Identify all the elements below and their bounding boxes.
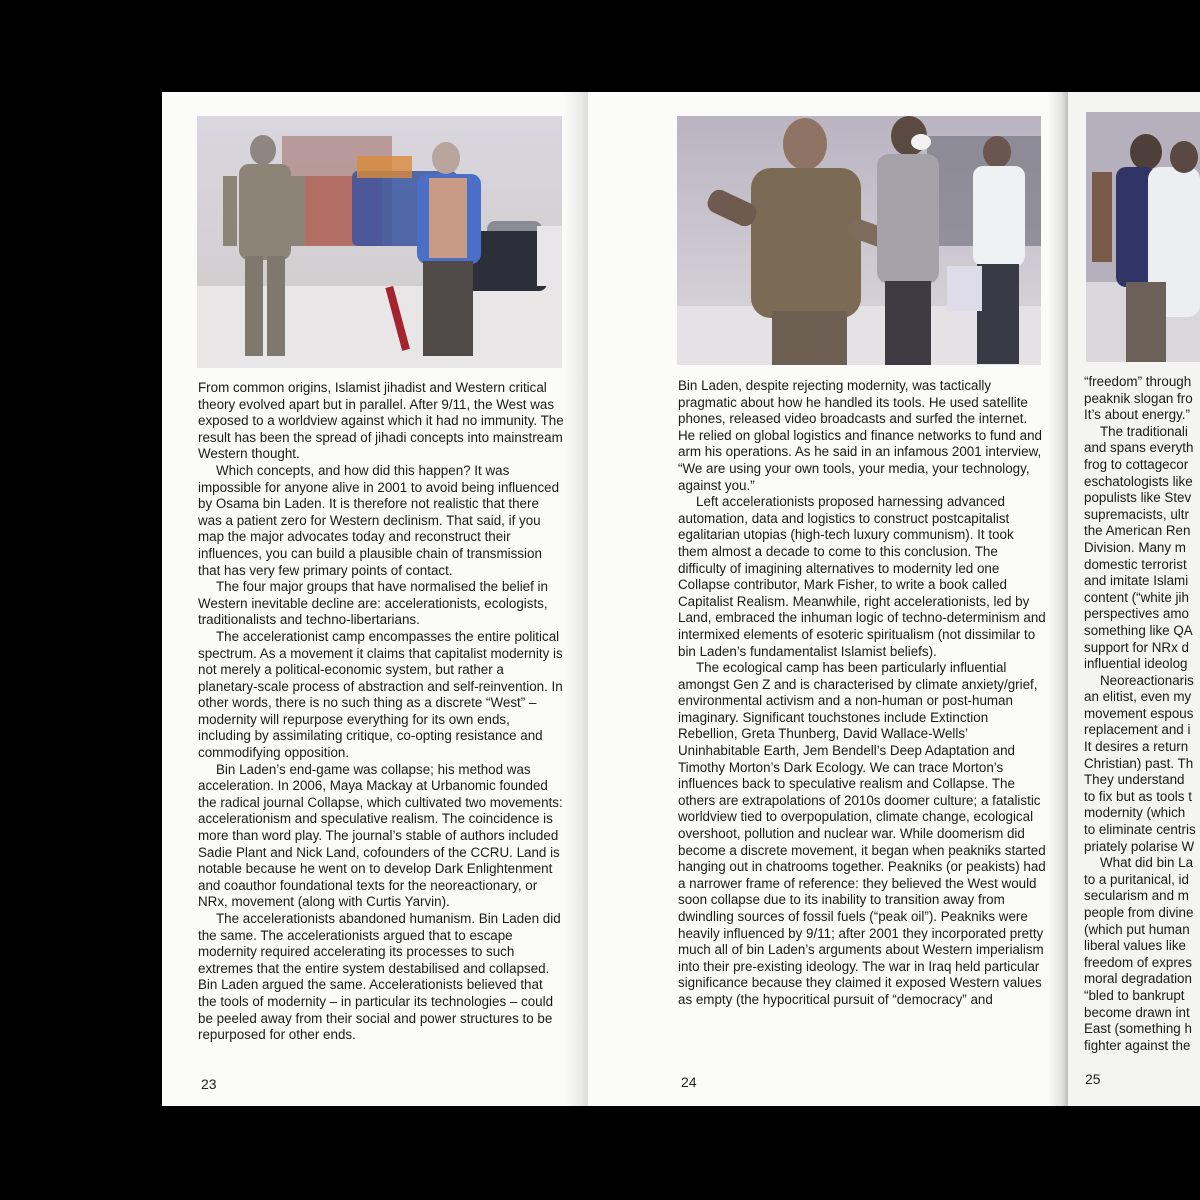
- paragraph: The four major groups that have normalised the belief in Western inevitable decline are: accelerationists, ecologists, traditionalists and techno-libertarians.: [198, 579, 548, 628]
- photo-page-24: [677, 116, 1041, 365]
- text-line: peaknik slogan fro: [1084, 390, 1193, 406]
- paragraph: From common origins, Islamist jihadist and Western critical theory evolved apart but in parallel. After 9/11, the West was exposed to a worldview against which it had no immunity. The result has been the spread of jihadi concepts into mainstream Western thought.: [198, 380, 564, 462]
- text-line: to a puritanical, id: [1084, 871, 1189, 887]
- text-line: Neoreactionaris: [1100, 672, 1194, 688]
- paragraph: Bin Laden, despite rejecting modernity, was tactically pragmatic about how he handled its tools. He used satellite phones, released video broadcasts and surfed the internet. He relied on global logistics and finance networks to fund and arm his operations. As he said in an infamous 2001 interview, “We are using your own tools, your media, your technology, against you.”: [678, 378, 1043, 493]
- photo-page-25: [1086, 112, 1200, 362]
- paragraph: The accelerationists abandoned humanism. Bin Laden did the same. The accelerationists argued that to escape modernity required accelerating its processes to such extremes that the entire system destabilised and collapsed. Bin Laden argued the same. Accelerationists believed that the tools of modernity – in particular its technologies – could be peeled away from their social and power structures to be repurposed for other ends.: [198, 911, 561, 1043]
- text-line: eschatologists like: [1084, 473, 1193, 489]
- text-line: They understand: [1084, 772, 1185, 788]
- text-line: movement espous: [1084, 705, 1194, 721]
- text-line: and imitate Islami: [1084, 573, 1189, 589]
- text-line: fighter against the: [1084, 1037, 1191, 1053]
- text-line: “freedom” through: [1084, 374, 1192, 389]
- photo-page-23: [197, 116, 562, 368]
- text-line: It’s about energy.”: [1084, 407, 1190, 423]
- paragraph: The accelerationist camp encompasses the entire political spectrum. As a movement it claims that capitalist modernity is not merely a political-economic system, but rather a planetary-scale process of abstraction and self-reinvention. In other words, there is no such thing as a discrete “West” – modernity will repurpose everything for its own ends, including by assimilating critique, co-opting resistance and commodifying opposition.: [198, 628, 563, 761]
- paragraph: Bin Laden’s end-game was collapse; his method was acceleration. In 2006, Maya Mackay at Urbanomic founded the radical journal Collapse, which cultivated two movements: accelerationism and speculative realism. The coincidence is more than word play. The journal’s stable of authors included Sadie Plant and Nick Land, cofounders of the CCRU. Land is notable because he went on to develop Dark Enlightenment and coauthor foundational texts for the neoreactionary, or NRx, movement (along with Curtis Yarvin).: [198, 761, 563, 910]
- text-line: perspectives amo: [1084, 606, 1189, 622]
- text-line: something like QA: [1084, 622, 1193, 638]
- page-number-23: 23: [201, 1076, 217, 1092]
- text-line: The traditionali: [1100, 423, 1188, 439]
- text-line: moral degradation: [1084, 971, 1192, 987]
- text-column-page-25: [1084, 374, 1200, 1054]
- text-line: freedom of expres: [1084, 954, 1192, 970]
- text-line: people from divine: [1084, 905, 1194, 920]
- text-line: to fix but as tools t: [1084, 788, 1192, 804]
- page-number-25: 25: [1085, 1071, 1101, 1087]
- paragraph: Left accelerationists proposed harnessing advanced automation, data and logistics to construct postcapitalist egalitarian utopias (high-tech luxury communism). It took them almost a decade to come to this conclusion. The difficulty of imagining alternatives to modernity led one Collapse contributor, Mark Fisher, to write a book called Capitalist Realism. Meanwhile, right accelerationists, led by Land, embraced the inhuman logic of techno-determinism and intermixed elements of esoteric spiritualism (not dissimilar to bin Laden’s fundamentalist Islamist beliefs).: [678, 494, 1046, 659]
- text-line: It desires a return: [1084, 739, 1189, 755]
- text-line: frog to cottagecor: [1084, 456, 1189, 472]
- text-line: to eliminate centris: [1084, 822, 1196, 838]
- text-line: support for NRx d: [1084, 639, 1189, 655]
- text-line: (which put human: [1084, 921, 1190, 937]
- text-line: “bled to bankrupt: [1084, 987, 1185, 1003]
- text-line: East (something h: [1084, 1021, 1192, 1037]
- text-column-page-23: [198, 380, 564, 1044]
- text-line: and spans everyth: [1084, 440, 1194, 456]
- text-line: populists like Stev: [1084, 490, 1192, 506]
- text-line: What did bin La: [1100, 855, 1194, 871]
- text-line: modernity (which: [1084, 805, 1186, 821]
- text-line: supremacists, ultr: [1084, 506, 1189, 522]
- text-line: the American Ren: [1084, 523, 1191, 539]
- paragraph: Which concepts, and how did this happen? It was impossible for anyone alive in 2001 to avoid being influenced by Osama bin Laden. It is therefore not realistic that there was a patient zero for Western declinism. That said, if you map the major advocates today and reconstruct their influences, you can build a plausible chain of transmission that has very few primary points of contact.: [198, 462, 560, 578]
- page-edge-shadow: [1048, 92, 1068, 1106]
- text-line: Christian) past. Th: [1084, 755, 1194, 771]
- page-number-24: 24: [681, 1074, 697, 1090]
- text-line: become drawn int: [1084, 1004, 1190, 1020]
- text-line: priately polarise W: [1084, 838, 1195, 854]
- text-line: an elitist, even my: [1084, 689, 1192, 705]
- text-line: content (“white jih: [1084, 589, 1189, 605]
- text-line: influential ideolog: [1084, 656, 1188, 672]
- text-column-page-24: [678, 378, 1046, 1009]
- text-line: replacement and i: [1084, 722, 1191, 738]
- paragraph: The ecological camp has been particularly influential amongst Gen Z and is characterised by climate anxiety/grief, environmental activism and a non-human or post-human imaginary. Significant touchstones include Extinction Rebellion, Greta Thunberg, David Wallace-Wells’ Uninhabitable Earth, Jem Bendell’s Deep Adaptation and Timothy Morton’s Dark Ecology. We can trace Morton’s influences back to speculative realism and Collapse. The others are extrapolations of 2010s doomer culture; a fatalistic worldview tied to overpopulation, climate change, ecological overshoot, pollution and nuclear war. While doomerism did become a discrete movement, it began when peakniks started hanging out in chatrooms together. Peakniks (or peakists) had a narrower frame of reference: they believed the West would soon collapse due to its inability to transition away from dwindling sources of fossil fuels (“peak oil”). Peakniks were heavily influenced by 9/11; after 2001 they incorporated pretty much all of bin Laden’s arguments about Western imperialism into their pre-existing ideology. The war in Iraq held particular significance because they claimed it exposed Western values as empty (the hypocritical pursuit of “democracy” and: [678, 660, 1046, 1007]
- text-line: liberal values like: [1084, 938, 1186, 954]
- spine-shadow: [564, 92, 588, 1106]
- text-line: domestic terrorist: [1084, 556, 1187, 572]
- text-line: secularism and m: [1084, 888, 1189, 904]
- text-line: Division. Many m: [1084, 539, 1186, 555]
